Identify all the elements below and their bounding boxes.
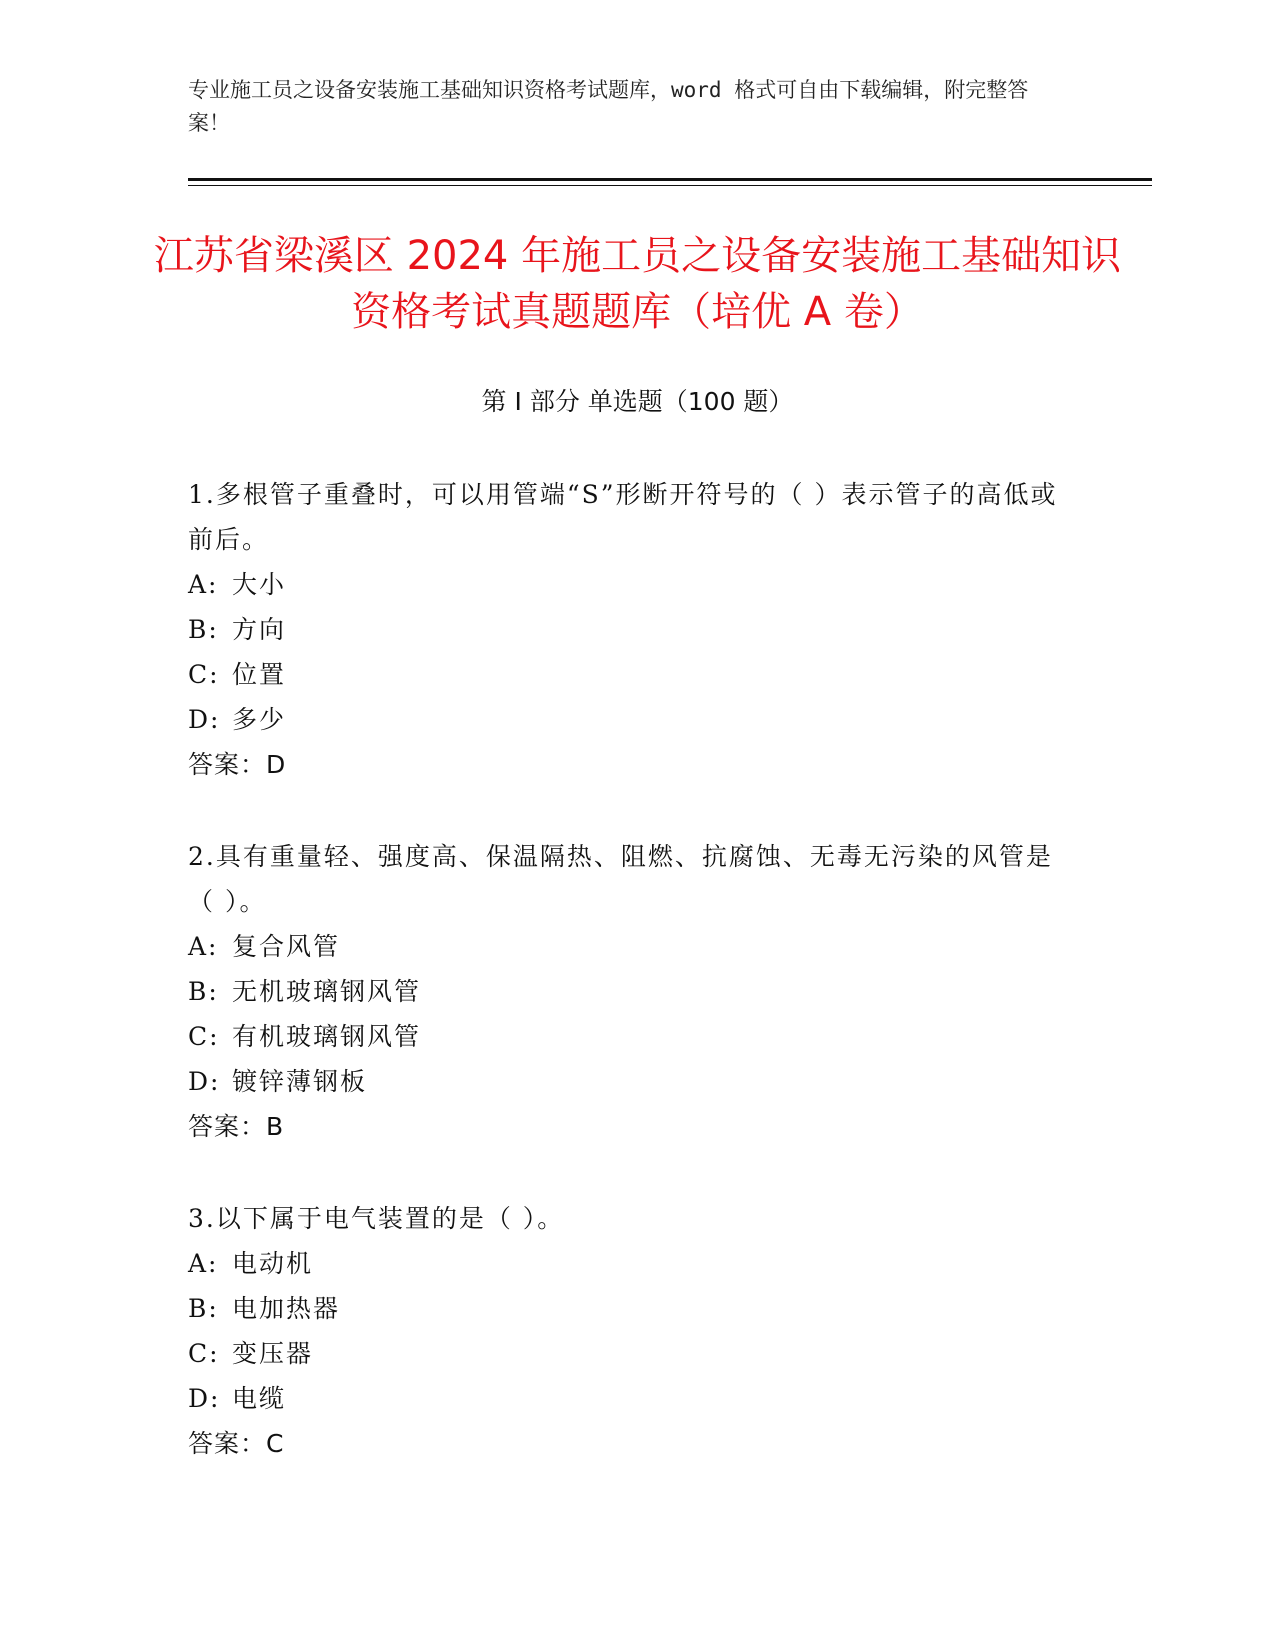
option-text: 方向 [232,615,287,644]
section-title: 第 I 部分 单选题（100 题） [481,387,794,416]
option-a [188,924,1068,969]
option-c [188,1014,1068,1059]
option-letter: B: [188,1294,219,1323]
option-letter: D: [188,1384,221,1413]
option-text: 电加热器 [232,1294,341,1323]
option-c [188,1331,1068,1376]
option-text: 有机玻璃钢风管 [232,1022,422,1051]
question-stem: 2.具有重量轻、强度高、保温隔热、阻燃、抗腐蚀、无毒无污染的风管是（ ）。 [188,842,1053,916]
option-c [188,652,1068,697]
option-letter: C: [188,1339,220,1368]
option-b [188,1286,1068,1331]
answer: 答案：C [188,1429,285,1458]
question-1 [188,472,1068,787]
header-rule-thick [188,178,1152,181]
option-text: 复合风管 [232,932,341,961]
option-text: 变压器 [232,1339,314,1368]
option-text: 大小 [232,570,287,599]
option-letter: C: [188,660,220,689]
option-d [188,1059,1068,1104]
option-text: 镀锌薄钢板 [232,1067,368,1096]
answer: 答案：B [188,1112,285,1141]
option-text: 电缆 [232,1384,287,1413]
option-letter: C: [188,1022,220,1051]
question-stem: 1.多根管子重叠时，可以用管端“S”形断开符号的（ ）表示管子的高低或前后。 [188,480,1058,554]
option-a [188,1241,1068,1286]
option-letter: D: [188,1067,221,1096]
option-letter: B: [188,615,219,644]
question-stem: 3.以下属于电气装置的是（ ）。 [188,1204,565,1233]
option-text: 位置 [232,660,287,689]
option-text: 电动机 [232,1249,314,1278]
document-title: 江苏省梁溪区 2024 年施工员之设备安装施工基础知识资格考试真题题库（培优 A 卷） [153,233,1122,335]
option-d [188,1376,1068,1421]
question-3 [188,1196,1068,1466]
option-letter: B: [188,977,219,1006]
header-note: 专业施工员之设备安装施工基础知识资格考试题库，word 格式可自由下载编辑，附完整答案！ [188,78,1029,135]
option-d [188,697,1068,742]
question-2 [188,834,1068,1149]
header-rule-thin [188,185,1152,186]
option-text: 无机玻璃钢风管 [232,977,422,1006]
answer: 答案：D [188,750,287,779]
option-letter: A: [188,1249,219,1278]
option-letter: A: [188,932,219,961]
option-letter: D: [188,705,221,734]
option-text: 多少 [232,705,287,734]
option-letter: A: [188,570,219,599]
option-a [188,562,1068,607]
option-b [188,607,1068,652]
option-b [188,969,1068,1014]
